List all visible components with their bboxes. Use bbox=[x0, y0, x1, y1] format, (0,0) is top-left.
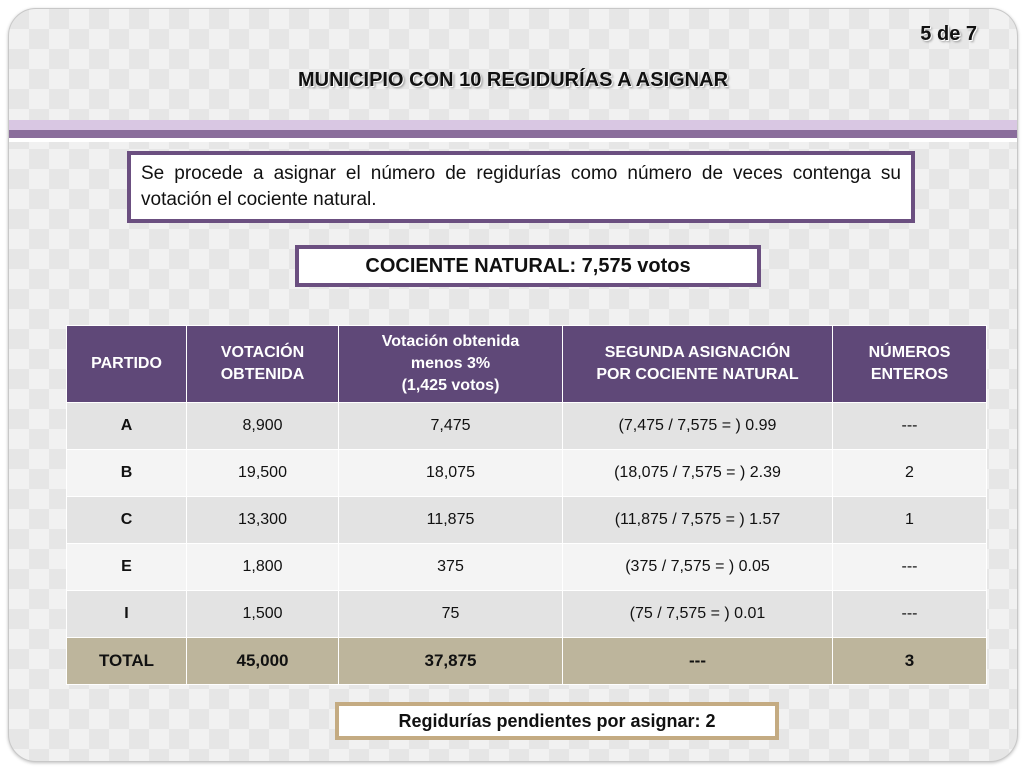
cell-menos: 7,475 bbox=[339, 403, 563, 450]
decor-band-white bbox=[9, 138, 1017, 142]
header-segunda-line1: SEGUNDA ASIGNACIÓN bbox=[604, 344, 791, 361]
table-row bbox=[67, 497, 987, 544]
header-votacion bbox=[187, 326, 339, 403]
page-indicator: 5 de 7 bbox=[920, 23, 977, 45]
cell-votacion: 1,800 bbox=[187, 544, 339, 591]
cell-partido: I bbox=[67, 591, 187, 638]
cell-enteros: 2 bbox=[833, 450, 987, 497]
total-votacion: 45,000 bbox=[187, 638, 339, 685]
header-menos-line1: Votación obtenida bbox=[381, 333, 520, 350]
cell-segunda: (11,875 / 7,575 = ) 1.57 bbox=[563, 497, 833, 544]
cell-partido: C bbox=[67, 497, 187, 544]
header-votacion-line2: OBTENIDA bbox=[220, 366, 305, 383]
header-numeros bbox=[833, 326, 987, 403]
cell-votacion: 8,900 bbox=[187, 403, 339, 450]
header-menos-line3: (1,425 votos) bbox=[401, 377, 500, 394]
total-partido: TOTAL bbox=[67, 638, 187, 685]
cell-enteros: 1 bbox=[833, 497, 987, 544]
header-segunda-line2: POR COCIENTE NATURAL bbox=[596, 366, 799, 383]
slide-title: MUNICIPIO CON 10 REGIDURÍAS A ASIGNAR bbox=[297, 69, 729, 91]
cell-segunda: (18,075 / 7,575 = ) 2.39 bbox=[563, 450, 833, 497]
cell-menos: 75 bbox=[339, 591, 563, 638]
table-total-row bbox=[67, 638, 987, 685]
cell-votacion: 13,300 bbox=[187, 497, 339, 544]
cell-partido: B bbox=[67, 450, 187, 497]
table-row bbox=[67, 591, 987, 638]
decor-band-dark bbox=[9, 130, 1017, 138]
decor-band-light bbox=[9, 120, 1017, 130]
header-partido bbox=[67, 326, 187, 403]
table-row bbox=[67, 544, 987, 591]
cell-menos: 18,075 bbox=[339, 450, 563, 497]
header-segunda bbox=[563, 326, 833, 403]
header-partido-label: PARTIDO bbox=[91, 355, 162, 372]
cell-votacion: 19,500 bbox=[187, 450, 339, 497]
table-row bbox=[67, 450, 987, 497]
header-menos bbox=[339, 326, 563, 403]
cell-segunda: (7,475 / 7,575 = ) 0.99 bbox=[563, 403, 833, 450]
header-menos-line2: menos 3% bbox=[410, 355, 491, 372]
header-numeros-line1: NÚMEROS bbox=[868, 344, 951, 361]
table-header-row bbox=[67, 326, 987, 403]
total-enteros: 3 bbox=[833, 638, 987, 685]
cell-segunda: (375 / 7,575 = ) 0.05 bbox=[563, 544, 833, 591]
header-votacion-line1: VOTACIÓN bbox=[220, 344, 305, 361]
cell-partido: A bbox=[67, 403, 187, 450]
cell-votacion: 1,500 bbox=[187, 591, 339, 638]
cell-menos: 11,875 bbox=[339, 497, 563, 544]
cell-menos: 375 bbox=[339, 544, 563, 591]
cell-enteros: --- bbox=[833, 591, 987, 638]
cell-partido: E bbox=[67, 544, 187, 591]
total-menos: 37,875 bbox=[339, 638, 563, 685]
table-row bbox=[67, 403, 987, 450]
intro-text-box: Se procede a asignar el número de regidurías como número de veces contenga su votación el cociente natural. bbox=[127, 151, 915, 223]
cell-segunda: (75 / 7,575 = ) 0.01 bbox=[563, 591, 833, 638]
total-segunda: --- bbox=[563, 638, 833, 685]
quotient-box: COCIENTE NATURAL: 7,575 votos bbox=[295, 245, 761, 287]
cell-enteros: --- bbox=[833, 403, 987, 450]
slide bbox=[8, 8, 1018, 762]
pending-seats-box: Regidurías pendientes por asignar: 2 bbox=[335, 702, 779, 740]
allocation-table bbox=[66, 325, 987, 685]
header-numeros-line2: ENTEROS bbox=[870, 366, 949, 383]
cell-enteros: --- bbox=[833, 544, 987, 591]
